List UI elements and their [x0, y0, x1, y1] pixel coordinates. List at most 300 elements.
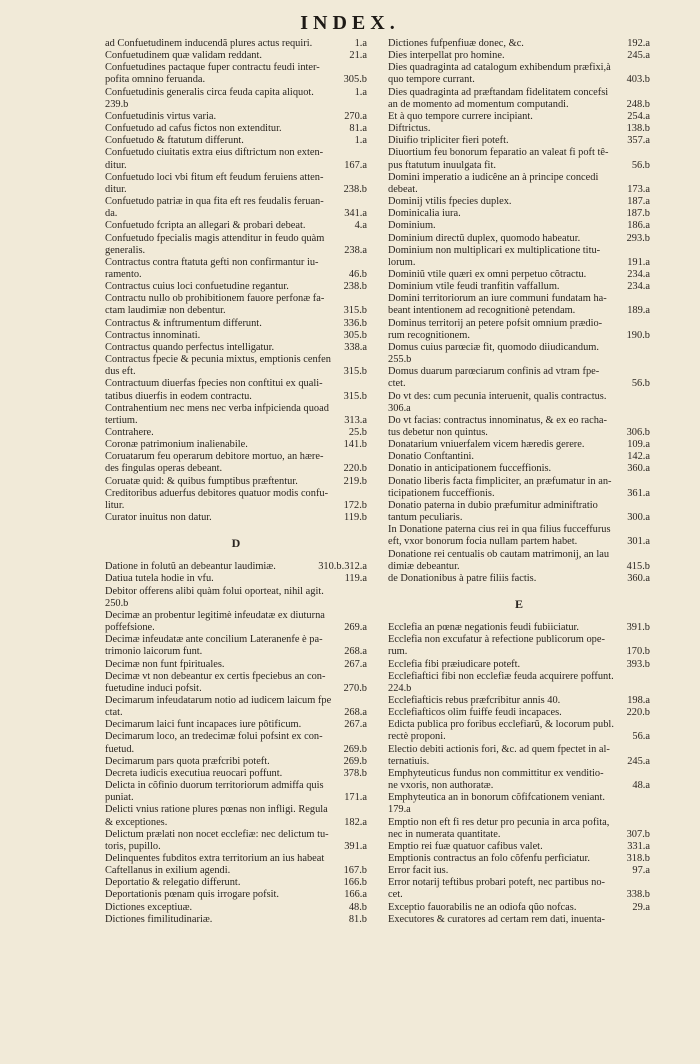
index-entry	[105, 865, 367, 877]
index-entry	[388, 853, 650, 865]
page-reference: 138.b	[626, 123, 650, 135]
entry-text: Decimæ non funt fpirituales.	[105, 658, 225, 670]
page-reference: 4.a	[354, 220, 367, 232]
index-entry	[388, 439, 650, 451]
page-reference: 315.b	[343, 366, 367, 378]
page-reference: 331.a	[627, 840, 650, 852]
index-entry	[388, 281, 650, 293]
entry-text: Diuifio tripliciter fieri poteft.	[388, 135, 509, 147]
page-reference: 81.a	[349, 123, 367, 135]
index-entry	[105, 50, 367, 62]
entry-text: Emptio rei fuæ quatuor cafibus valet.	[388, 840, 543, 852]
page-reference: 391.a	[344, 840, 367, 852]
page-reference: 167.a	[344, 159, 367, 171]
page-reference: 190.b	[626, 329, 650, 341]
entry-text: pus ftatutum inuulgata fit.	[388, 159, 496, 171]
entry-text: ramento.	[105, 268, 142, 280]
index-entry	[105, 172, 367, 184]
entry-text: Do vt facias: contractus innominatus, & ex eo racha-	[388, 414, 607, 426]
page-reference: 238.a	[344, 244, 367, 256]
entry-text: debeat.	[388, 183, 418, 195]
index-entry	[105, 147, 367, 159]
entry-text: Ecclefiafticis rebus præfcribitur annis 40.	[388, 694, 561, 706]
entry-text: Ecclefia fibi præiudicare poteft.	[388, 658, 521, 670]
page-reference: 1.a	[354, 86, 367, 98]
index-entry	[388, 87, 650, 99]
index-entry	[388, 646, 650, 658]
entry-text: Domus duarum parœciarum confinis ad vtram fpe-	[388, 366, 600, 378]
page-reference: 415.b	[626, 560, 650, 572]
entry-text: Error facit ius.	[388, 865, 449, 877]
index-entry	[388, 780, 650, 792]
section-d-continued-entries	[388, 38, 650, 585]
index-entry	[388, 561, 650, 573]
index-entry	[105, 293, 367, 305]
entry-text: Diuortium feu bonorum feparatio an valeat fi poft tê-	[388, 147, 609, 159]
entry-text: Confuetudo fcripta an allegari & probari debeat.	[105, 220, 306, 232]
page-reference: 166.a	[344, 889, 367, 901]
index-entry	[388, 378, 650, 390]
section-c-entries	[105, 38, 367, 524]
page-reference: 315.b	[343, 305, 367, 317]
index-entry	[105, 135, 367, 147]
page-reference: 360.a	[627, 463, 650, 475]
index-entry	[105, 598, 367, 610]
entry-text: Dictiones fimilitudinariæ.	[105, 913, 213, 925]
page-reference: 192.a	[627, 38, 650, 49]
page-reference: 238.b	[343, 281, 367, 293]
index-entry	[388, 135, 650, 147]
index-entry	[105, 829, 367, 841]
index-entry	[388, 731, 650, 743]
entry-text: 306.a	[388, 402, 411, 414]
index-entry	[105, 792, 367, 804]
index-entry	[388, 719, 650, 731]
entry-text: Datione in folutũ an debeantur laudimiæ.	[105, 561, 276, 573]
entry-text: Coruatarum feu operarum debitore mortuo, an hære-	[105, 451, 324, 463]
page-reference: 29.a	[632, 901, 650, 913]
page-reference: 269.b	[343, 743, 367, 755]
index-entry	[388, 622, 650, 634]
page-reference: 56.b	[631, 378, 650, 390]
index-entry	[105, 196, 367, 208]
entry-text: Dies quadraginta ad præftandam fidelitatem concefsi	[388, 86, 609, 98]
page-reference: 361.a	[627, 487, 650, 499]
index-entry	[105, 378, 367, 390]
page-reference: 357.a	[627, 135, 650, 147]
entry-text: Creditoribus aduerfus debitores quatuor modis confu-	[105, 487, 329, 499]
page-title: INDEX.	[300, 12, 400, 34]
entry-text: 224.b	[388, 682, 412, 694]
index-entry	[388, 634, 650, 646]
entry-text: Dominium vtile feudi tranfitin vaffallum.	[388, 281, 560, 293]
index-entry	[105, 451, 367, 463]
index-entry	[388, 50, 650, 62]
page-reference: 378.b	[343, 767, 367, 779]
entry-text: Do vt des: cum pecunia interuenit, qualis contractus.	[388, 390, 607, 402]
entry-text: Emphyteuticus fundus non committitur ex venditio-	[388, 767, 604, 779]
entry-text: Dictiones fufpenfiuæ donec, &c.	[388, 38, 524, 49]
entry-text: Dominus territorij an petere pofsit omnium prædio-	[388, 317, 603, 329]
page-reference: 270.a	[344, 110, 367, 122]
entry-text: Dominium directũ duplex, quomodo habeatur.	[388, 232, 581, 244]
entry-text: Confuetudinem quæ validam reddant.	[105, 50, 262, 62]
page-reference: 305.b	[343, 329, 367, 341]
index-entry	[388, 184, 650, 196]
page-reference: 318.b	[626, 853, 650, 864]
entry-text: rum recognitionem.	[388, 329, 470, 341]
entry-text: fuetud.	[105, 743, 135, 755]
page-reference: 1.a	[354, 135, 367, 147]
entry-text: trimonio laicorum funt.	[105, 646, 203, 658]
entry-text: Emptionis contractus an folo cõfenfu perficiatur.	[388, 853, 590, 864]
index-entry	[105, 756, 367, 768]
index-entry	[105, 257, 367, 269]
index-entry	[105, 780, 367, 792]
index-entry	[388, 257, 650, 269]
index-entry	[105, 659, 367, 671]
entry-text: eft, vxor bonorum focia nullam partem habet.	[388, 536, 578, 548]
index-entry	[105, 330, 367, 342]
index-entry	[388, 683, 650, 695]
entry-text: Confuetudo ciuitatis extra eius diftrictum non exten-	[105, 147, 324, 159]
entry-text: & exceptiones.	[105, 816, 168, 828]
index-entry	[388, 391, 650, 403]
index-entry	[388, 38, 650, 50]
entry-text: Delicta in cõfinio duorum territoriorum admiffa quis	[105, 780, 324, 792]
index-entry	[388, 305, 650, 317]
entry-text: dus eft.	[105, 366, 136, 378]
index-entry	[105, 99, 367, 111]
entry-text: Confuetudo fpecialis magis attenditur in feudo quàm	[105, 232, 325, 244]
index-entry	[105, 342, 367, 354]
page-reference: 360.a	[627, 572, 650, 584]
entry-text: Ecclefia non excufatur à refectione publicorum ope-	[388, 634, 605, 646]
index-entry	[105, 123, 367, 135]
entry-text: nec in numerata quantitate.	[388, 828, 501, 840]
index-entry	[388, 756, 650, 768]
page-reference: 267.a	[344, 719, 367, 731]
page-reference: 48.a	[632, 780, 650, 792]
entry-text: generalis.	[105, 244, 146, 256]
entry-text: Confuetudo ad cafus fictos non extenditur.	[105, 123, 282, 135]
index-entry	[105, 622, 367, 634]
page-reference: 109.a	[627, 439, 650, 451]
entry-text: In Donatione paterna cius rei in qua filius fucceffurus	[388, 524, 611, 536]
index-entry	[388, 768, 650, 780]
page-reference: 301.a	[627, 536, 650, 548]
page-reference: 338.a	[344, 341, 367, 353]
entry-text: de Donationibus à patre filiis factis.	[388, 572, 537, 584]
entry-text: Domini imperatio a iudicêne an à principe concedi	[388, 171, 599, 183]
entry-text: Confuetudines pactaque fuper contractu feudi inter-	[105, 62, 320, 74]
index-entry	[105, 853, 367, 865]
index-entry	[388, 841, 650, 853]
entry-text: rectè proponi.	[388, 731, 446, 743]
entry-text: Donatione rei centualis ob cautam matrimonij, an lau	[388, 548, 610, 560]
index-entry	[388, 160, 650, 172]
index-entry	[388, 707, 650, 719]
entry-text: Donatio Conftantini.	[388, 451, 475, 463]
entry-text: Delicti vnius ratione plures pœnas non infligi. Regula	[105, 804, 328, 816]
entry-text: Donatio paterna in dubio præfumitur adminiftratio	[388, 499, 598, 511]
page-reference: 270.b	[343, 682, 367, 694]
page-reference: 170.b	[626, 646, 650, 658]
index-entry	[105, 269, 367, 281]
entry-text: Dies interpellat pro homine.	[388, 50, 505, 62]
page-reference: 48.b	[348, 901, 367, 913]
index-entry	[388, 829, 650, 841]
index-entry	[388, 695, 650, 707]
index-entry	[105, 646, 367, 658]
index-entry	[388, 549, 650, 561]
index-entry	[388, 415, 650, 427]
entry-text: rum.	[388, 646, 408, 658]
entry-text: fuetudine induci pofsit.	[105, 682, 202, 694]
index-entry	[105, 318, 367, 330]
index-entry	[388, 196, 650, 208]
index-entry	[388, 889, 650, 901]
index-entry	[105, 610, 367, 622]
entry-text: 179.a	[388, 804, 411, 816]
index-entry	[388, 573, 650, 585]
entry-text: Decreta iudicis executiua reuocari poffunt.	[105, 767, 283, 779]
page-reference: 187.a	[627, 196, 650, 208]
page-reference: 310.b.312.a	[318, 561, 367, 573]
index-entry	[105, 220, 367, 232]
entry-text: Dies quadraginta ad catalogum exhibendum præfixi,à	[388, 62, 611, 74]
index-entry	[388, 500, 650, 512]
index-entry	[388, 99, 650, 111]
index-entry	[105, 305, 367, 317]
entry-text: ctat.	[105, 707, 123, 719]
entry-text: ternatiuis.	[388, 755, 430, 767]
entry-text: Debitor offerens alibi quàm folui oporteat, nihil agit.	[105, 585, 324, 597]
entry-text: Curator inuitus non datur.	[105, 512, 212, 524]
entry-text: Et à quo tempore currere incipiant.	[388, 110, 533, 122]
page-reference: 315.b	[343, 390, 367, 402]
index-entry	[388, 877, 650, 889]
page-reference: 234.a	[627, 268, 650, 280]
index-entry	[105, 817, 367, 829]
page-reference: 119.b	[344, 512, 367, 524]
index-entry	[388, 463, 650, 475]
page-reference: 393.b	[626, 658, 650, 670]
page-reference: 305.b	[343, 74, 367, 86]
entry-text: Confuetudo patriæ in qua fita eft res feudalis feruan-	[105, 196, 324, 208]
index-entry	[388, 111, 650, 123]
entry-text: Coruatæ quid: & quibus fumptibus præftentur.	[105, 475, 298, 487]
entry-text: Contrahere.	[105, 427, 154, 438]
index-entry	[105, 366, 367, 378]
index-entry	[388, 172, 650, 184]
page-reference: 313.a	[344, 414, 367, 426]
entry-text: Decimæ vt non debeantur ex certis fpeciebus an con-	[105, 670, 326, 682]
entry-text: Donatio liberis facta fimpliciter, an præfumatur in an-	[388, 475, 612, 487]
entry-text: Contractu nullo ob prohibitionem fauore perfonæ fa-	[105, 293, 325, 305]
entry-text: Contractus & inftrumentum differunt.	[105, 317, 262, 329]
entry-text: 250.b	[105, 597, 129, 609]
entry-text: pofita omnino feruanda.	[105, 74, 206, 86]
entry-text: ctam laudimiæ non debentur.	[105, 305, 226, 317]
index-entry	[105, 245, 367, 257]
entry-text: Contractuum diuerfas fpecies non conftitui ex quali-	[105, 378, 323, 390]
page-reference: 189.a	[627, 305, 650, 317]
entry-text: 239.b	[105, 98, 129, 110]
index-entry	[105, 439, 367, 451]
entry-text: tantum peculiaris.	[388, 512, 463, 524]
page-reference: 338.b	[626, 889, 650, 901]
entry-text: Ecclefia an pœnæ negationis feudi fubiiciatur.	[388, 622, 580, 634]
page-reference: 220.b	[343, 463, 367, 475]
entry-text: Exceptio fauorabilis ne an odiofa qũo nofcas.	[388, 901, 577, 913]
entry-text: puniat.	[105, 792, 134, 804]
index-entry	[105, 671, 367, 683]
entry-text: ctet.	[388, 378, 406, 390]
index-entry	[388, 123, 650, 135]
index-entry	[105, 719, 367, 731]
section-d-entries	[105, 561, 367, 926]
entry-text: Decimæ an probentur legitimè infeudatæ ex diuturna	[105, 609, 325, 621]
page-reference: 254.a	[627, 110, 650, 122]
index-entry	[105, 573, 367, 585]
entry-text: Contrahentium nec mens nec verba infpicienda quoad	[105, 402, 329, 414]
entry-text: cet.	[388, 889, 403, 901]
entry-text: Dominium.	[388, 220, 436, 232]
entry-text: Donatarium vniuerfalem vicem hæredis gerere.	[388, 439, 585, 451]
page-reference: 191.a	[627, 256, 650, 268]
index-entry	[105, 683, 367, 695]
index-entry	[105, 902, 367, 914]
index-entry	[105, 768, 367, 780]
page-reference: 166.b	[343, 877, 367, 889]
entry-text: des fingulas operas debeant.	[105, 463, 223, 475]
page-reference: 97.a	[632, 865, 650, 877]
index-entry	[105, 463, 367, 475]
entry-text: Delictum prælati non nocet ecclefiæ: nec delictum tu-	[105, 828, 329, 840]
index-entry	[105, 208, 367, 220]
entry-text: Contractus quando perfectus intelligatur.	[105, 341, 275, 353]
entry-text: Emphyteutica an in bonorum cõfifcationem veniant.	[388, 792, 605, 804]
entry-text: Caftellanus in exilium agendi.	[105, 865, 231, 877]
page-reference: 245.a	[627, 755, 650, 767]
entry-text: Ecclefiafticos olim fuiffe feudi incapaces.	[388, 707, 562, 719]
index-entry	[105, 634, 367, 646]
entry-text: Dominium non multiplicari ex multiplicatione titu-	[388, 244, 601, 256]
index-entry	[105, 488, 367, 500]
index-entry	[388, 293, 650, 305]
page-reference: 142.a	[627, 451, 650, 463]
index-entry	[388, 269, 650, 281]
index-entry	[105, 74, 367, 86]
index-entry	[105, 500, 367, 512]
left-column	[105, 38, 367, 926]
index-entry	[105, 62, 367, 74]
page-reference: 56.b	[631, 159, 650, 171]
entry-text: Confuetudo loci vbi fitum eft feudum feruiens atten-	[105, 171, 324, 183]
index-entry	[388, 536, 650, 548]
index-entry	[388, 902, 650, 914]
page-reference: 1.a	[354, 38, 367, 49]
entry-text: Decimarum loco, an tredecimæ folui pofsint ex con-	[105, 731, 323, 743]
index-entry	[388, 744, 650, 756]
page-reference: 182.a	[344, 816, 367, 828]
page-reference: 141.b	[343, 439, 367, 451]
index-entry	[105, 889, 367, 901]
entry-text: Decimarum pars quota præfcribi poteft.	[105, 755, 270, 767]
index-entry	[388, 427, 650, 439]
entry-text: ditur.	[105, 183, 127, 195]
index-entry	[105, 476, 367, 488]
index-entry	[105, 695, 367, 707]
page-reference: 307.b	[626, 828, 650, 840]
index-entry	[388, 233, 650, 245]
page-reference: 25.b	[348, 427, 367, 438]
entry-text: Delinquentes fubditos extra territorium an ius habeat	[105, 853, 325, 864]
entry-text: ad Confuetudinem inducendã plures actus requiri.	[105, 38, 313, 49]
page-reference: 198.a	[627, 694, 650, 706]
entry-text: Edicta publica pro foribus ecclefiarũ, & locorum publ.	[388, 719, 614, 731]
entry-text: poffefsione.	[105, 622, 155, 634]
index-entry	[105, 160, 367, 172]
entry-text: Ecclefiaftici fibi non ecclefiæ feuda acquirere poffunt.	[388, 670, 614, 682]
entry-text: Contractus cuius loci confuetudine regantur.	[105, 281, 289, 293]
index-entry	[105, 731, 367, 743]
entry-text: Dictiones exceptiuæ.	[105, 901, 193, 913]
index-entry	[105, 561, 367, 573]
page-reference: 269.b	[343, 755, 367, 767]
page-reference: 238.b	[343, 183, 367, 195]
entry-text: Decimarum laici funt incapaces iure pôtificum.	[105, 719, 302, 731]
entry-text: Confuetudinis generalis circa feuda capita aliquot.	[105, 86, 314, 98]
index-entry	[105, 38, 367, 50]
entry-text: da.	[105, 208, 118, 220]
index-entry	[388, 451, 650, 463]
entry-text: Datiua tutela hodie in vfu.	[105, 573, 214, 585]
entry-text: ticipationem fucceffionis.	[388, 487, 495, 499]
page-reference: 220.b	[626, 707, 650, 719]
page-reference: 187.b	[626, 208, 650, 220]
entry-text: Contractus contra ftatuta gefti non confirmantur iu-	[105, 256, 319, 268]
entry-text: 255.b	[388, 354, 412, 366]
index-entry	[105, 87, 367, 99]
page-reference: 171.a	[344, 792, 367, 804]
index-entry	[388, 792, 650, 804]
index-entry	[105, 707, 367, 719]
index-entry	[388, 318, 650, 330]
index-entry	[105, 914, 367, 926]
page-reference: 267.a	[344, 658, 367, 670]
entry-text: Deportationis pœnam quis irrogare pofsit.	[105, 889, 280, 901]
entry-text: Dominiũ vtile quæri ex omni perpetuo cõtractu.	[388, 268, 587, 280]
page-reference: 219.b	[343, 475, 367, 487]
index-entry	[105, 744, 367, 756]
index-entry	[388, 914, 650, 926]
page-reference: 268.a	[344, 646, 367, 658]
index-entry	[105, 111, 367, 123]
entry-text: Donatio in anticipationem fucceffionis.	[388, 463, 552, 475]
page-reference: 391.b	[626, 622, 650, 634]
section-letter-d: D	[231, 536, 241, 551]
page-reference: 268.a	[344, 707, 367, 719]
index-entry	[388, 804, 650, 816]
entry-text: Decimæ infeudatæ ante concilium Lateranenfe è pa-	[105, 634, 323, 646]
page-reference: 234.a	[627, 281, 650, 293]
index-entry	[388, 512, 650, 524]
index-entry	[105, 427, 367, 439]
index-entry	[388, 403, 650, 415]
entry-text: beant intentionem ad recognitionè petendam.	[388, 305, 576, 317]
